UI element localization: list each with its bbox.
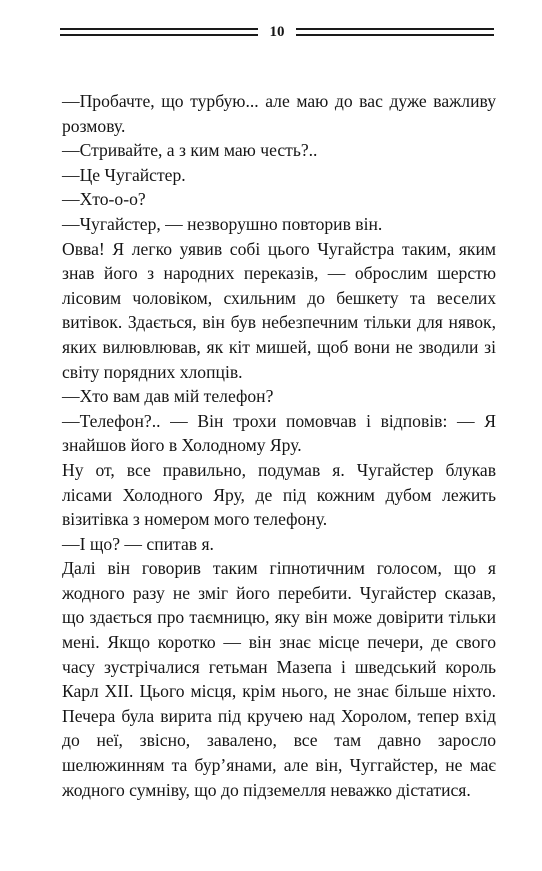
page-number: 10 bbox=[269, 24, 285, 40]
body-text bbox=[62, 89, 496, 802]
dialogue-line: —Стривайте, а з ким маю честь?.. bbox=[62, 140, 318, 161]
paragraph: Далі він говорив таким гіпнотичним голосом, що я жодного разу не зміг його перебити. Чугайстер сказав, що здається про таємницю, яку він може довірити тільки мені. Якщо коротко — він знає місце печери, де свого часу зустрічалися гетьман Мазепа і шведський король Карл XII. Цього місця, крім нього, не знає більше ніхто. Печера була вирита під кручею над Хоролом, тепер вхід до неї, звісно, завалено, все там давно заросло шелюжинням та бур’янами, але він, Чуггайстер, не має жодного сумніву, що до підземелля неважко дістатися. bbox=[62, 558, 496, 800]
header-rule-right bbox=[296, 28, 494, 36]
dialogue-line: —Хто вам дав мій телефон? bbox=[62, 386, 274, 407]
paragraph: Ну от, все правильно, подумав я. Чугайстер блукав лісами Холодного Яру, де під кожним дубом лежить візитівка з номером мого телефону. bbox=[62, 459, 496, 530]
dialogue-line: —Телефон?.. — Він трохи помовчав і відповів: — Я знайшов його в Холодному Яру. bbox=[62, 410, 496, 456]
paragraph: Овва! Я легко уявив собі цього Чугайстра таким, яким знав його з народних переказів, — оброслим шерстю лісовим чоловіком, схильним до бешкету та веселих витівок. Здається, він був небезпечним тільки для нявок, яких вилювлював, як кіт мишей, щоб вони не зводили зі світу порядних хлопців. bbox=[62, 238, 496, 382]
dialogue-line: —Чугайстер, — незворушно повторив він. bbox=[62, 213, 383, 234]
dialogue-line: —Хто-о-о? bbox=[62, 189, 146, 210]
dialogue-line: —Пробачте, що турбую... але маю до вас дуже важливу розмову. bbox=[62, 91, 496, 136]
dialogue-line: —Це Чугайстер. bbox=[62, 164, 186, 185]
page-header bbox=[60, 22, 494, 44]
header-rule-left bbox=[60, 28, 258, 36]
dialogue-line: —І що? — спитав я. bbox=[62, 533, 214, 554]
